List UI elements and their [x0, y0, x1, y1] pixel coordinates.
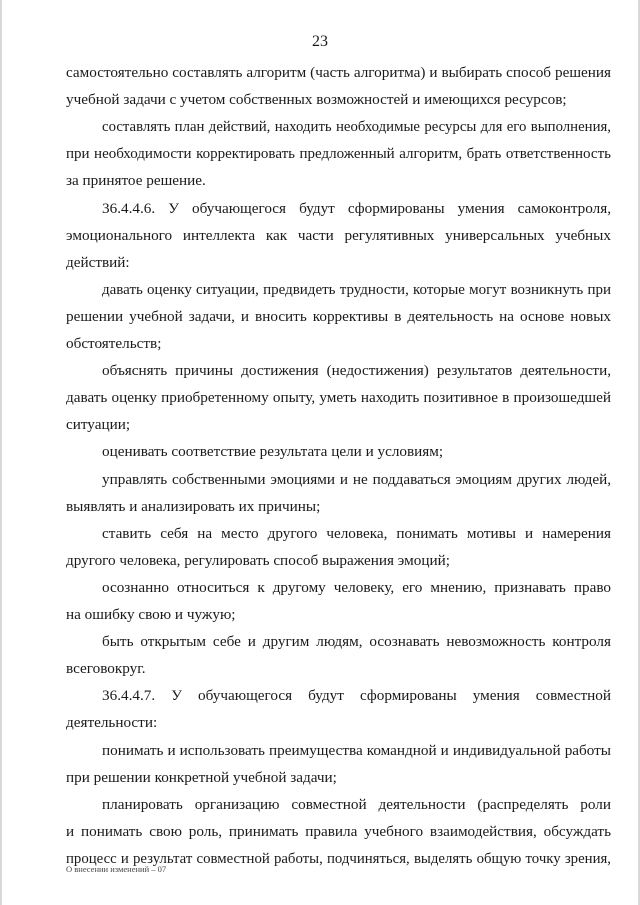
text-line: составлять план действий, находить необходимые ресурсы для его выполнения, — [102, 119, 611, 136]
text-line: планировать организацию совместной деятельности (распределять роли — [102, 795, 611, 813]
footer-note: О внесении изменений – 07 — [66, 864, 167, 874]
text-line: при решении конкретной учебной задачи; — [66, 768, 337, 786]
text-line: и понимать свою роль, принимать правила учебного взаимодействия, обсуждать — [66, 822, 611, 840]
scan-edge-left — [0, 0, 2, 905]
text-line: 36.4.4.7. У обучающегося будут сформированы умения совместной — [102, 687, 611, 705]
text-line: при необходимости корректировать предложенный алгоритм, брать ответственность — [66, 146, 611, 163]
text-line: учебной задачи с учетом собственных возможностей и имеющихся ресурсов; — [66, 91, 567, 109]
text-line: другого человека, регулировать способ выражения эмоций; — [66, 551, 450, 569]
text-line: действий: — [66, 253, 130, 271]
page-number: 23 — [312, 33, 328, 50]
text-line: 36.4.4.6. У обучающегося будут сформированы умения самоконтроля, — [102, 199, 611, 217]
text-line: за принятое решение. — [66, 172, 206, 190]
text-line: решении учебной задачи, и вносить коррективы в деятельность на основе новых — [66, 307, 611, 325]
text-line: процесс и результат совместной работы, подчиняться, выделять общую точку зрения, — [66, 850, 611, 867]
text-line: быть открытым себе и другим людям, осознавать невозможность контроля — [102, 633, 611, 651]
text-line: объяснять причины достижения (недостижения) результатов деятельности, — [102, 362, 611, 380]
text-line: ситуации; — [66, 416, 131, 434]
text-line: давать оценку приобретенному опыту, уметь находить позитивное в произошедшей — [66, 389, 611, 407]
text-line: выявлять и анализировать их причины; — [66, 497, 321, 515]
text-line: эмоционального интеллекта как части регулятивных универсальных учебных — [66, 226, 611, 244]
text-line: самостоятельно составлять алгоритм (часть алгоритма) и выбирать способ решения — [66, 64, 611, 81]
text-line: осознанно относиться к другому человеку, его мнению, признавать право — [102, 578, 611, 596]
text-line: обстоятельств; — [66, 335, 162, 352]
text-line: понимать и использовать преимущества командной и индивидуальной работы — [102, 741, 611, 759]
text-line: оценивать соответствие результата цели и условиям; — [102, 443, 444, 461]
text-line: деятельности: — [66, 714, 158, 732]
text-line: давать оценку ситуации, предвидеть трудности, которые могут возникнуть при — [102, 281, 611, 298]
text-line: управлять собственными эмоциями и не поддаваться эмоциям других людей, — [102, 470, 611, 488]
text-line: ставить себя на место другого человека, понимать мотивы и намерения — [102, 524, 611, 542]
text-line: всеговокруг. — [66, 660, 146, 678]
text-line: на ошибку свою и чужую; — [66, 606, 236, 623]
